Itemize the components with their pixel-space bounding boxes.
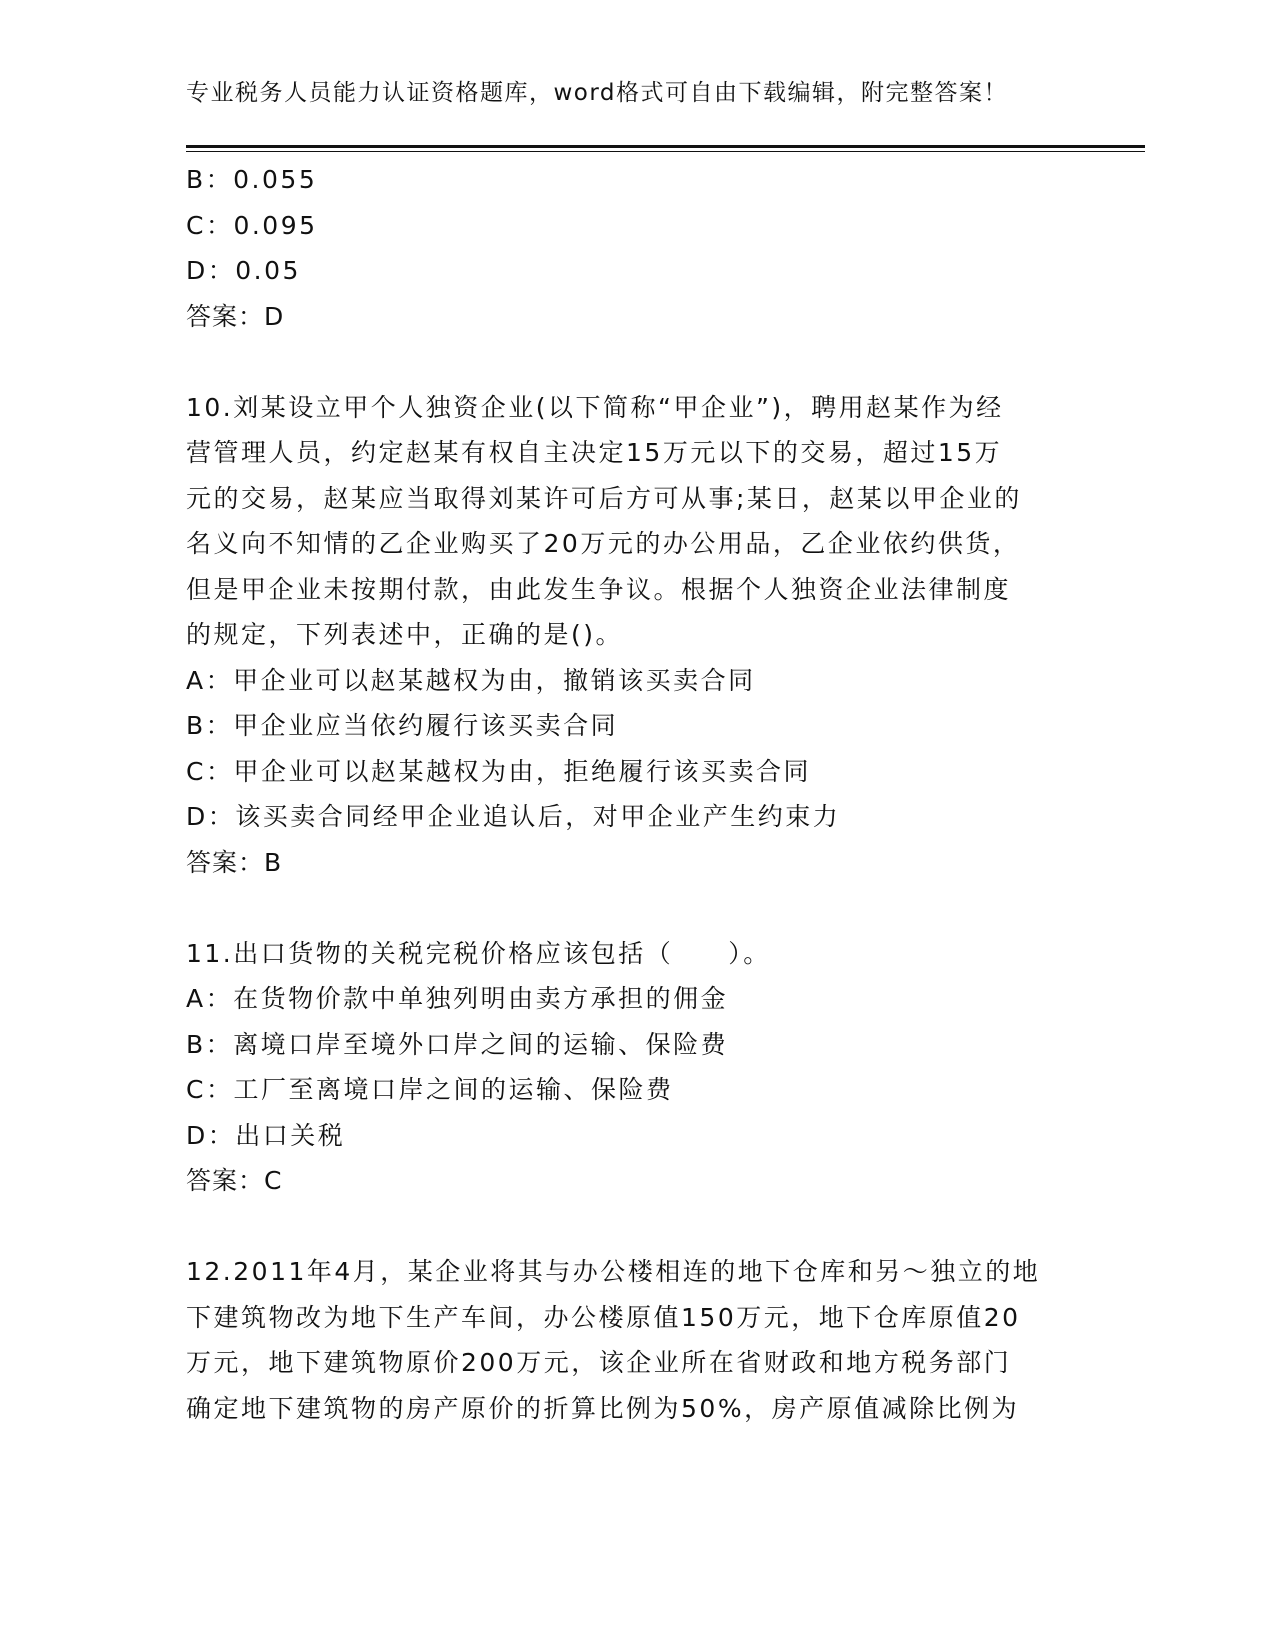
question-11 [186, 931, 1086, 1204]
question-text-line: 12.2011年4月，某企业将其与办公楼相连的地下仓库和另～独立的地 [186, 1257, 1041, 1286]
partial-question-9 [186, 157, 1086, 339]
question-text-line: 营管理人员，约定赵某有权自主决定15万元以下的交易，超过15万 [186, 438, 1003, 467]
option-b: B：离境口岸至境外口岸之间的运输、保险费 [186, 1029, 729, 1059]
question-text-line: 的规定，下列表述中，正确的是()。 [186, 620, 624, 649]
answer: 答案：C [186, 1166, 283, 1195]
header-rule-thin [186, 151, 1145, 152]
option-c: C：甲企业可以赵某越权为由，拒绝履行该买卖合同 [186, 756, 811, 786]
option-d: D：出口关税 [186, 1120, 346, 1150]
option-b: B：0.055 [186, 165, 318, 194]
option-c: C：0.095 [186, 210, 318, 240]
option-b: B：甲企业应当依约履行该买卖合同 [186, 711, 619, 740]
answer: 答案：B [186, 847, 283, 877]
question-text-line: 万元，地下建筑物原价200万元，该企业所在省财政和地方税务部门 [186, 1348, 1012, 1377]
question-10 [186, 385, 1086, 886]
spacer [186, 885, 1086, 931]
question-text-line: 11.出口货物的关税完税价格应该包括（ ）。 [186, 938, 771, 968]
document-body [186, 157, 1086, 1431]
question-text-line: 名义向不知情的乙企业购买了20万元的办公用品，乙企业依约供货， [186, 529, 1021, 558]
option-d: D：该买卖合同经甲企业追认后，对甲企业产生约束力 [186, 802, 841, 831]
page-header: 专业税务人员能力认证资格题库，word格式可自由下载编辑，附完整答案！ [186, 80, 1009, 106]
answer: 答案：D [186, 301, 285, 331]
header-rule-thick [186, 145, 1145, 148]
question-12 [186, 1249, 1086, 1431]
option-a: A：甲企业可以赵某越权为由，撤销该买卖合同 [186, 665, 756, 695]
spacer [186, 1204, 1086, 1250]
option-a: A：在货物价款中单独列明由卖方承担的佣金 [186, 984, 729, 1013]
question-text-line: 元的交易，赵某应当取得刘某许可后方可从事;某日，赵某以甲企业的 [186, 483, 1022, 513]
spacer [186, 339, 1086, 385]
question-text-line: 但是甲企业未按期付款，由此发生争议。根据个人独资企业法律制度 [186, 574, 1012, 604]
question-text-line: 下建筑物改为地下生产车间，办公楼原值150万元，地下仓库原值20 [186, 1302, 1021, 1332]
option-c: C：工厂至离境口岸之间的运输、保险费 [186, 1075, 674, 1104]
question-text-line: 10.刘某设立甲个人独资企业(以下简称“甲企业”)，聘用赵某作为经 [186, 392, 1004, 422]
option-d: D：0.05 [186, 256, 301, 285]
question-text-line: 确定地下建筑物的房产原价的折算比例为50%，房产原值减除比例为 [186, 1393, 1020, 1423]
